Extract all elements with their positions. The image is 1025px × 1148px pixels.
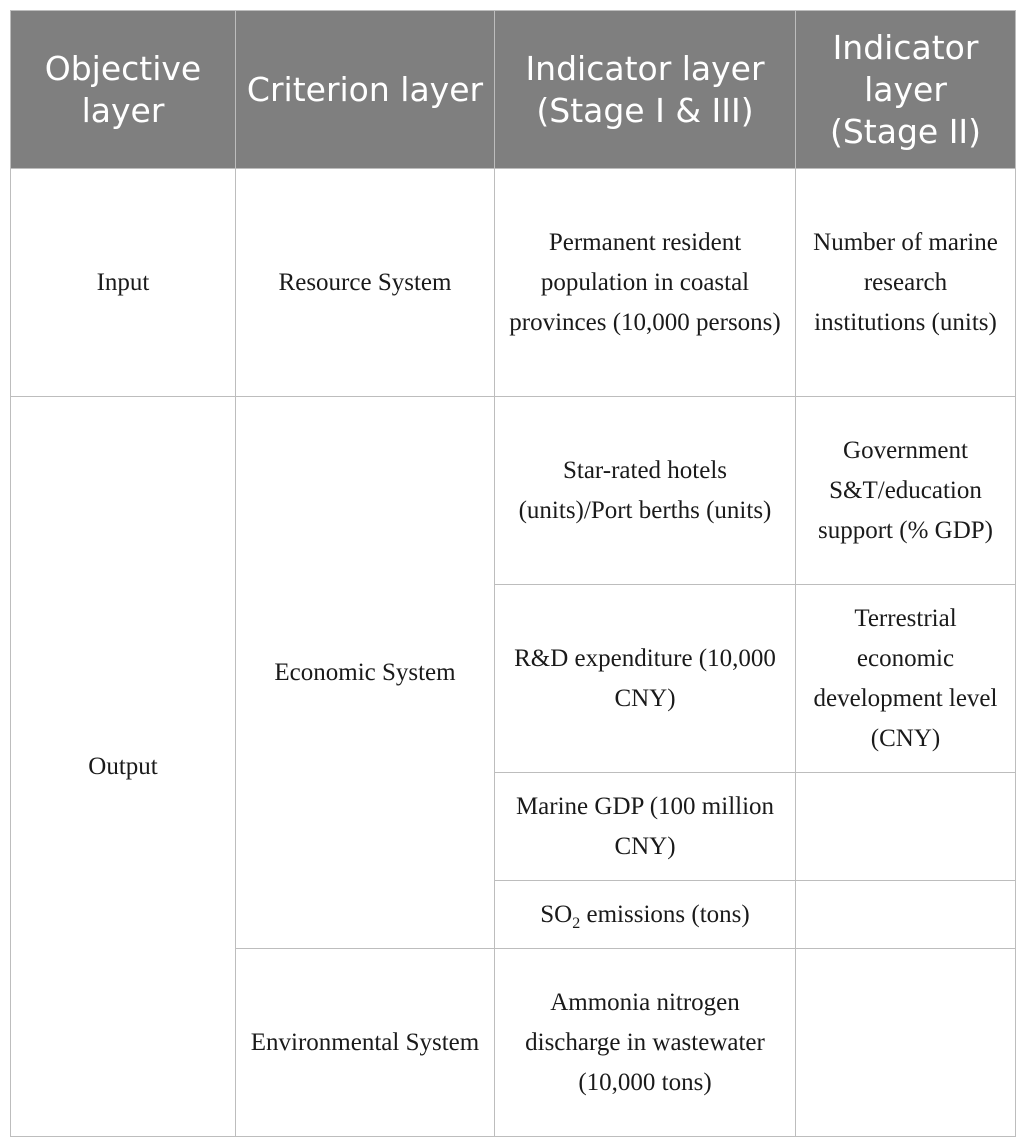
indicator-cell-marine-research-institutions: Number of marine research institutions (units) — [796, 169, 1016, 397]
indicator-cell-terrestrial-economic-level: Terrestrial economic development level (CNY) — [796, 585, 1016, 773]
table-body — [11, 169, 1016, 1137]
so2-suffix: emissions (tons) — [580, 900, 750, 928]
header-objective-layer: Objective layer — [11, 11, 236, 169]
header-criterion-layer: Criterion layer — [236, 11, 495, 169]
criterion-cell-economic-system: Economic System — [236, 397, 495, 949]
header-indicator-layer-stage-1-3: Indicator layer (Stage I & III) — [495, 11, 796, 169]
indicator-cell-rd-expenditure: R&D expenditure (10,000 CNY) — [495, 585, 796, 773]
table-row — [11, 169, 1016, 397]
indicator-cell-government-support: Government S&T/education support (% GDP) — [796, 397, 1016, 585]
indicator-cell-hotels-berths: Star-rated hotels (units)/Port berths (units) — [495, 397, 796, 585]
indicator-cell-marine-gdp: Marine GDP (100 million CNY) — [495, 773, 796, 881]
table-row — [11, 397, 1016, 585]
objective-cell-input: Input — [11, 169, 236, 397]
so2-subscript: 2 — [572, 914, 581, 932]
indicator-cell-resident-population: Permanent resident population in coastal provinces (10,000 persons) — [495, 169, 796, 397]
empty-cell — [796, 949, 1016, 1137]
header-row — [11, 11, 1016, 169]
criterion-cell-resource-system: Resource System — [236, 169, 495, 397]
empty-cell — [796, 881, 1016, 949]
indicator-cell-ammonia-nitrogen: Ammonia nitrogen discharge in wastewater (10,000 tons) — [495, 949, 796, 1137]
indicator-cell-so2-emissions — [495, 881, 796, 949]
table-header — [11, 11, 1016, 169]
empty-cell — [796, 773, 1016, 881]
indicator-table — [10, 10, 1016, 1137]
criterion-cell-environmental-system: Environmental System — [236, 949, 495, 1137]
so2-prefix: SO — [540, 900, 573, 928]
header-indicator-layer-stage-2: Indicator layer (Stage II) — [796, 11, 1016, 169]
objective-cell-output: Output — [11, 397, 236, 1137]
